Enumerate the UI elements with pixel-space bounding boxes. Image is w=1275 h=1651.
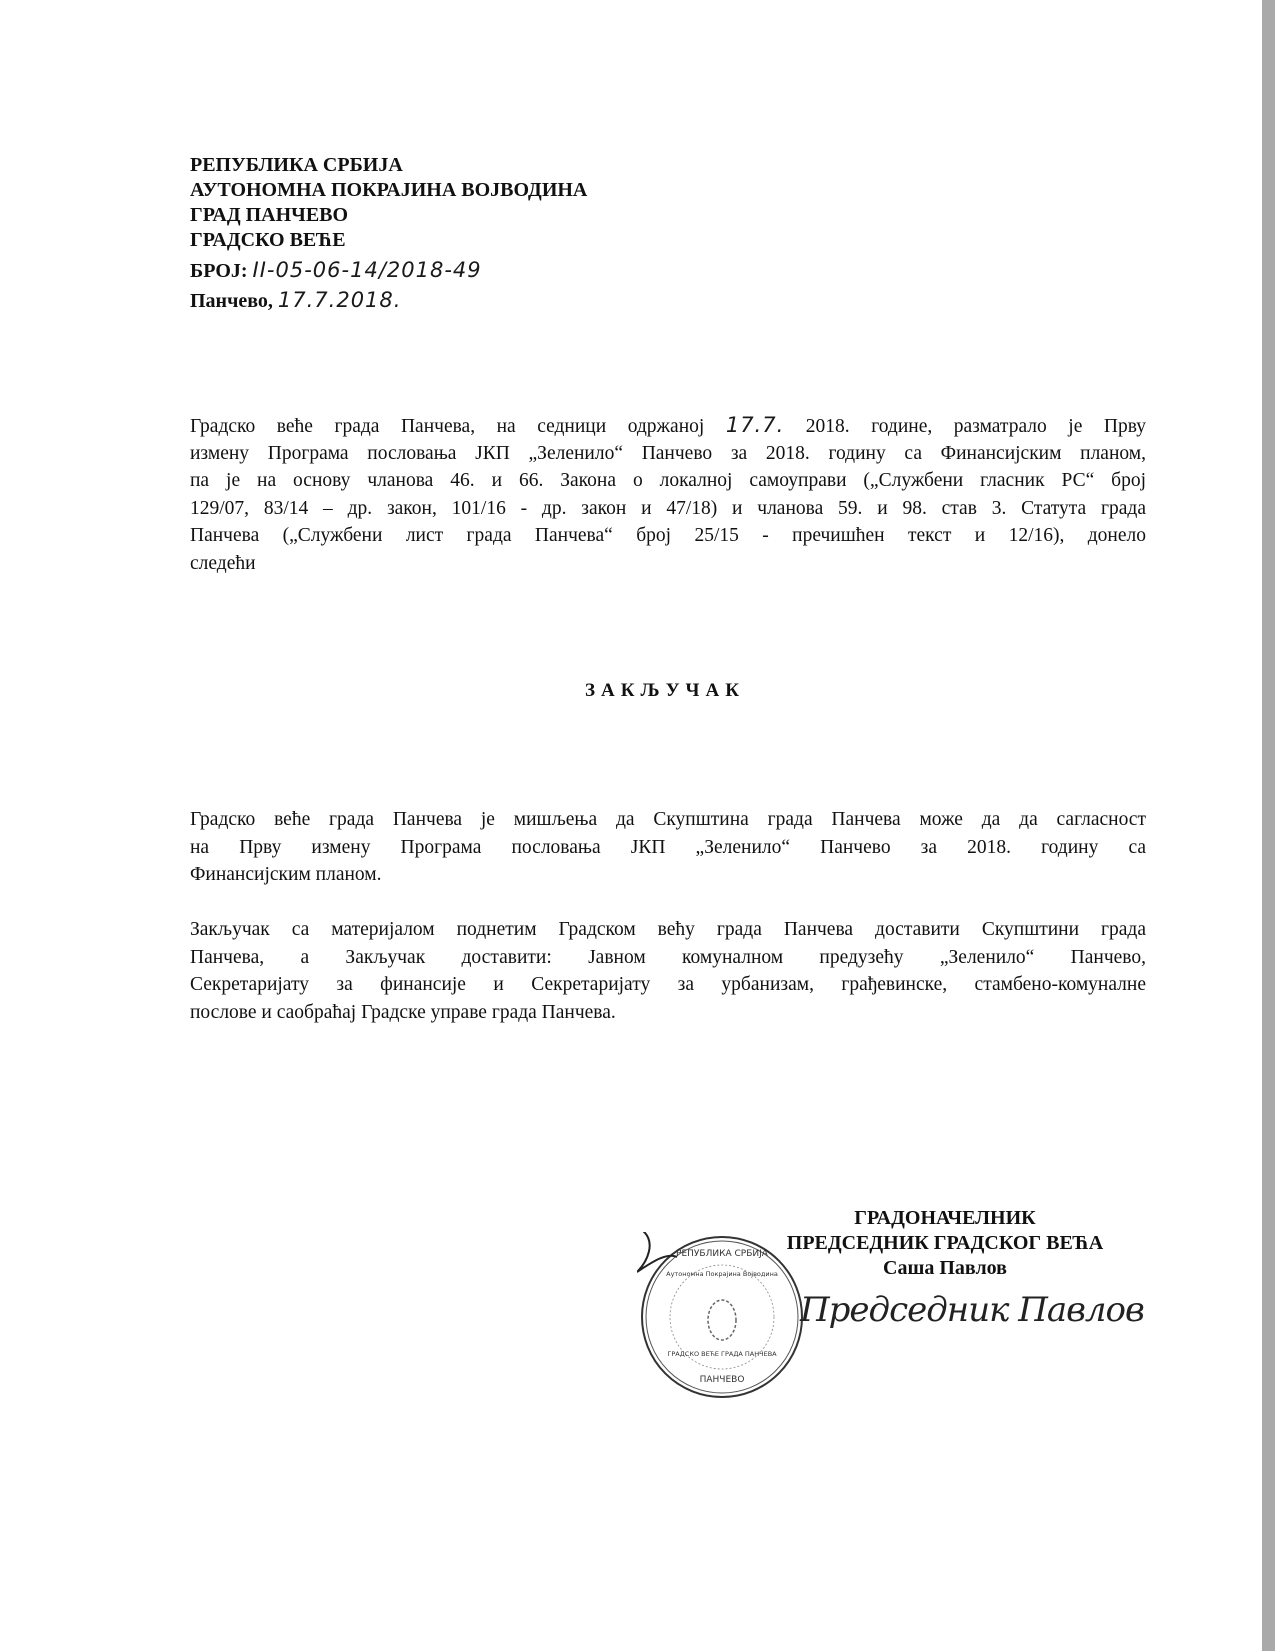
conclusion-paragraph-1 — [190, 806, 1146, 889]
session-date: 17.7. — [725, 413, 785, 437]
signatory-title-president: ПРЕДСЕДНИК ГРАДСКОГ ВЕЋА — [786, 1232, 1104, 1254]
stamp-center-text: ГРАДСКО ВЕЋЕ ГРАДА ПАНЧЕВА — [667, 1350, 777, 1358]
number-value: II-05-06-14/2018-49 — [252, 258, 482, 282]
conclusion-line: Финансијским планом. — [190, 864, 382, 885]
number-label: БРОЈ: — [190, 260, 248, 282]
signatory-title-mayor: ГРАДОНАЧЕЛНИК — [854, 1207, 1036, 1229]
coat-of-arms-icon — [708, 1300, 736, 1340]
header-province: АУТОНОМНА ПОКРАЈИНА ВОЈВОДИНА — [190, 179, 588, 201]
conclusion-line: Секретаријату за финансије и Секретаријату за урбанизам, грађевинске, стамбено-комуналне — [190, 974, 1146, 995]
intro-line — [190, 412, 1146, 440]
conclusion-line: Панчева, а Закључак доставити: Јавном комуналном предузећу „Зеленило“ Панчево, — [190, 946, 1146, 968]
intro-line: па је на основу чланова 46. и 66. Закона о локалној самоуправи („Службени гласник РС“ број — [190, 470, 1146, 491]
intro-paragraph — [190, 412, 1146, 577]
intro-text: Градско веће града Панчева, на седници одржаној — [190, 416, 705, 437]
conclusion-line: на Прву измену Програма пословања ЈКП „Зеленило“ Панчево за 2018. годину са — [190, 836, 1146, 858]
handwritten-signature: Председник Павлов — [800, 1290, 1144, 1330]
initials-scribble — [637, 1232, 677, 1272]
signature-block — [760, 1206, 1130, 1281]
document-number — [190, 258, 482, 284]
date-value: 17.7.2018. — [277, 288, 402, 312]
intro-text: 2018. године, разматрало је Прву — [805, 416, 1146, 437]
intro-line: следећи — [190, 552, 256, 574]
document-date — [190, 288, 401, 314]
place-label: Панчево, — [190, 290, 273, 312]
header-city: ГРАД ПАНЧЕВО — [190, 204, 349, 226]
conclusion-paragraph-2 — [190, 916, 1146, 1026]
header-council: ГРАДСКО ВЕЋЕ — [190, 229, 346, 251]
conclusion-line: послове и саобраћај Градске управе града Панчева. — [190, 1001, 616, 1023]
conclusion-line: Градско веће града Панчева је мишљења да Скупштина града Панчева може да да сагласност — [190, 809, 1146, 830]
stamp-bottom-text: ПАНЧЕВО — [699, 1375, 745, 1385]
intro-line: Панчева („Службени лист града Панчева“ број 25/15 - пречишћен текст и 12/16), донело — [190, 525, 1146, 546]
stamp-outer-text: РЕПУБЛИКА СРБИЈА — [676, 1249, 768, 1259]
conclusion-line: Закључак са материјалом поднетим Градском већу града Панчева доставити Скупштини града — [190, 919, 1146, 940]
intro-line: измену Програма пословања ЈКП „Зеленило“ Панчево за 2018. годину са Финансијским планом, — [190, 442, 1146, 464]
header-republic: РЕПУБЛИКА СРБИЈА — [190, 154, 403, 176]
scan-edge — [1262, 0, 1275, 1651]
intro-line: 129/07, 83/14 – др. закон, 101/16 - др. закон и 47/18) и чланова 59. и 98. став 3. Статута града — [190, 497, 1146, 519]
document-title: ЗАКЉУЧАК — [585, 680, 745, 701]
signatory-name: Саша Павлов — [883, 1257, 1007, 1279]
stamp-inner-text: Аутономна Покрајина Војводина — [666, 1270, 778, 1278]
